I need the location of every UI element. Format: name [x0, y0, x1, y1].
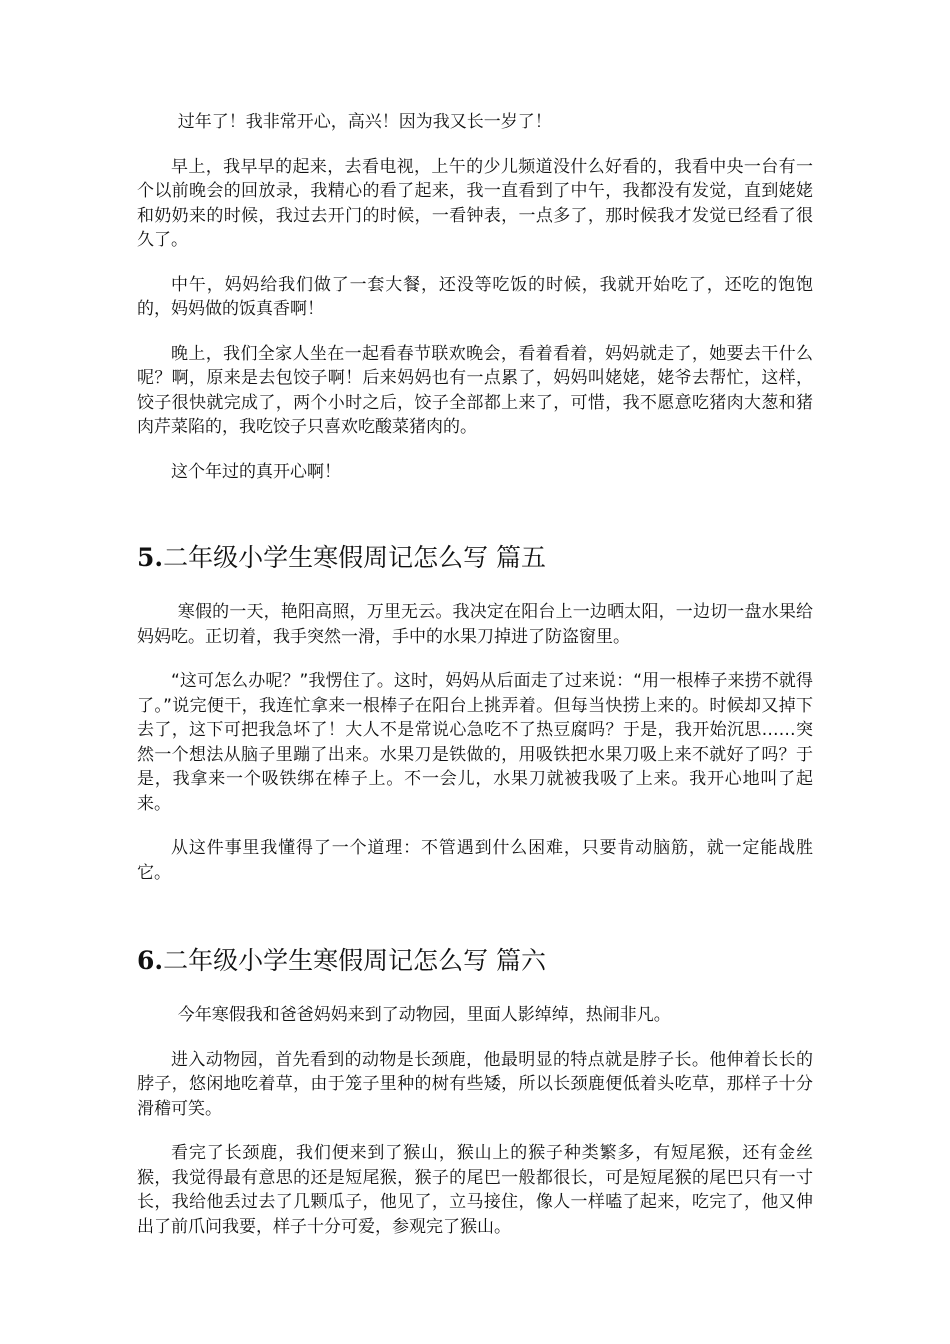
- paragraph: 过年了！我非常开心，高兴！因为我又长一岁了！: [177, 112, 552, 132]
- paragraph: 寒假的一天，艳阳高照，万里无云。我决定在阳台上一边晒太阳，一边切一盘水果给妈妈吃。正切着，我手突然一滑，手中的水果刀掉进了防盗窗里。: [137, 602, 813, 647]
- paragraph: 中午，妈妈给我们做了一套大餐，还没等吃饭的时候，我就开始吃了，还吃的饱饱的，妈妈做的饭真香啊！: [137, 274, 813, 319]
- paragraph: 今年寒假我和爸爸妈妈来到了动物园，里面人影绰绰，热闹非凡。: [177, 1005, 671, 1025]
- section-title: 二年级小学生寒假周记怎么写 篇五: [163, 543, 547, 572]
- paragraph: 早上，我早早的起来，去看电视，上午的少儿频道没什么好看的，我看中央一台有一个以前晚会的回放录，我精心的看了起来，我一直看到了中午，我都没有发觉，直到姥姥和奶奶来的时候，我过去开门的时候，一看钟表，一点多了，那时候我才发觉已经看了很久了。: [137, 156, 813, 250]
- paragraph: 晚上，我们全家人坐在一起看春节联欢晚会，看着看着，妈妈就走了，她要去干什么呢？啊，原来是去包饺子啊！后来妈妈也有一点累了，妈妈叫姥姥，姥爷去帮忙，这样，饺子很快就完成了，两个小时之后，饺子全部都上来了，可惜，我不愿意吃猪肉大葱和猪肉芹菜陷的，我吃饺子只喜欢吃酸菜猪肉的。: [137, 343, 813, 437]
- paragraph: 看完了长颈鹿，我们便来到了猴山，猴山上的猴子种类繁多，有短尾猴，还有金丝猴，我觉得最有意思的还是短尾猴，猴子的尾巴一般都很长，可是短尾猴的尾巴只有一寸长，我给他丢过去了几颗瓜子，他见了，立马接住，像人一样嗑了起来，吃完了，他又伸出了前爪问我要，样子十分可爱，参观完了猴山。: [137, 1143, 813, 1237]
- section-number: 6.: [137, 946, 164, 975]
- section-title: 二年级小学生寒假周记怎么写 篇六: [163, 946, 547, 975]
- section-heading-5: [137, 542, 813, 574]
- section-number: 5.: [137, 543, 164, 572]
- paragraph: 从这件事里我懂得了一个道理：不管遇到什么困难，只要肯动脑筋，就一定能战胜它。: [137, 838, 813, 883]
- paragraph: “这可怎么办呢？”我愣住了。这时，妈妈从后面走了过来说：“用一根棒子来捞不就得了。”说完便干，我连忙拿来一根棒子在阳台上挑弄着。但每当快捞上来的。时候却又掉下去了，这下可把我急坏了！大人不是常说心急吃不了热豆腐吗？于是，我开始沉思……突然一个想法从脑子里蹦了出来。水果刀是铁做的，用吸铁把水果刀吸上来不就好了吗？于是，我拿来一个吸铁绑在棒子上。不一会儿，水果刀就被我吸了上来。我开心地叫了起来。: [137, 671, 813, 814]
- section-heading-6: [137, 945, 813, 977]
- paragraph: 进入动物园，首先看到的动物是长颈鹿，他最明显的特点就是脖子长。他伸着长长的脖子，悠闲地吃着草，由于笼子里种的树有些矮，所以长颈鹿便低着头吃草，那样子十分滑稽可笑。: [137, 1049, 813, 1119]
- document-body: [137, 110, 813, 1259]
- paragraph: 这个年过的真开心啊！: [171, 461, 341, 482]
